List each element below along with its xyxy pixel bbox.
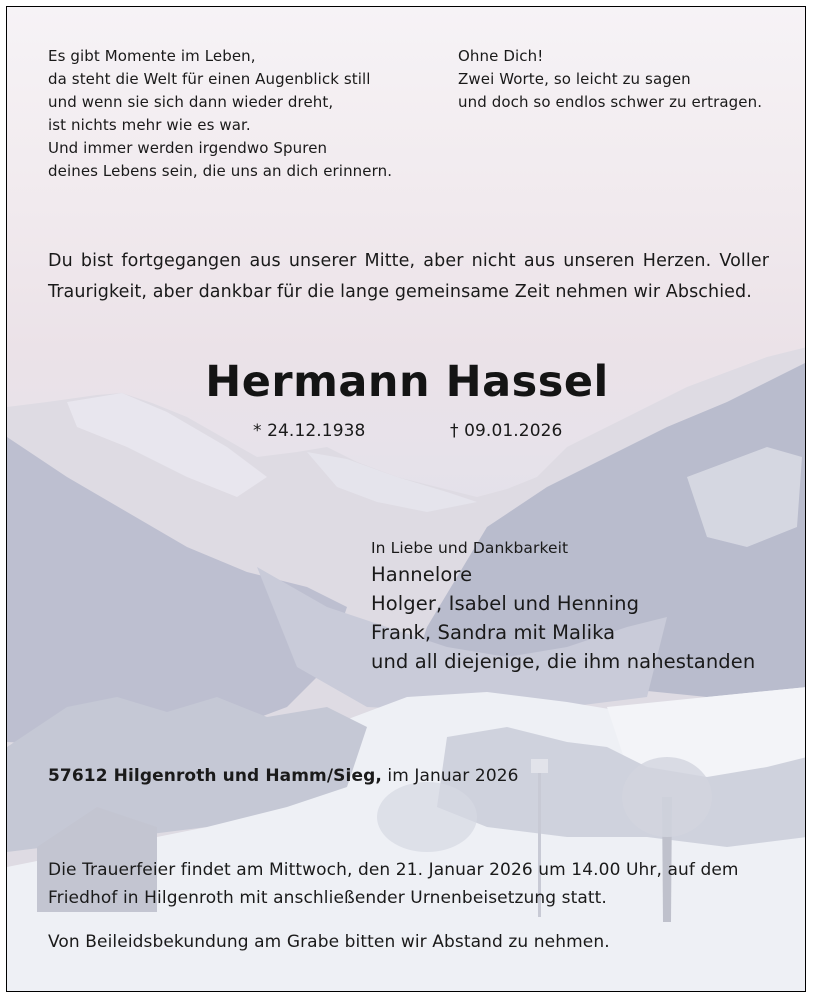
mourner-name: Holger, Isabel und Henning xyxy=(371,592,640,615)
mourner-name: und all diejenige, die ihm nahestanden xyxy=(371,650,756,673)
poem-right xyxy=(458,45,798,114)
birth-date: * 24.12.1938 xyxy=(253,421,366,441)
obituary-frame xyxy=(6,6,806,992)
mourner-name: Hannelore xyxy=(371,563,473,586)
place-location: 57612 Hilgenroth und Hamm/Sieg, xyxy=(48,766,382,786)
poem-line: ist nichts mehr wie es war. xyxy=(48,116,251,134)
death-date: † 09.01.2026 xyxy=(450,421,563,441)
place-and-date xyxy=(48,765,519,788)
poem-line: Und immer werden irgendwo Spuren xyxy=(48,139,328,157)
poem-line: Ohne Dich! xyxy=(458,47,544,65)
mourners-intro: In Liebe und Dankbarkeit xyxy=(371,539,569,557)
mourners-block xyxy=(371,536,791,676)
poem-line: Es gibt Momente im Leben, xyxy=(48,47,256,65)
deceased-name: Hermann Hassel xyxy=(205,357,609,407)
poem-line: und wenn sie sich dann wieder dreht, xyxy=(48,93,334,111)
intro-text: Du bist fortgegangen aus unserer Mitte, aber nicht aus unseren Herzen. Voller Traurigkeit, aber dankbar für die lange gemeinsame Zeit nehmen wir Abschied. xyxy=(48,251,769,302)
poem-line: da steht die Welt für einen Augenblick still xyxy=(48,70,371,88)
condolence-note: Von Beileidsbekundung am Grabe bitten wir Abstand zu nehmen. xyxy=(48,932,610,952)
poem-line: und doch so endlos schwer zu ertragen. xyxy=(458,93,763,111)
poem-line: Zwei Worte, so leicht zu sagen xyxy=(458,70,691,88)
mourner-name: Frank, Sandra mit Malika xyxy=(371,621,616,644)
funeral-service-text: Die Trauerfeier findet am Mittwoch, den 21. Januar 2026 um 14.00 Uhr, auf dem Friedhof in Hilgenroth mit anschließender Urnenbeisetzung statt. xyxy=(48,860,739,908)
place-date: im Januar 2026 xyxy=(381,766,519,786)
poem-line: deines Lebens sein, die uns an dich erinnern. xyxy=(48,162,393,180)
poem-left xyxy=(48,45,448,183)
